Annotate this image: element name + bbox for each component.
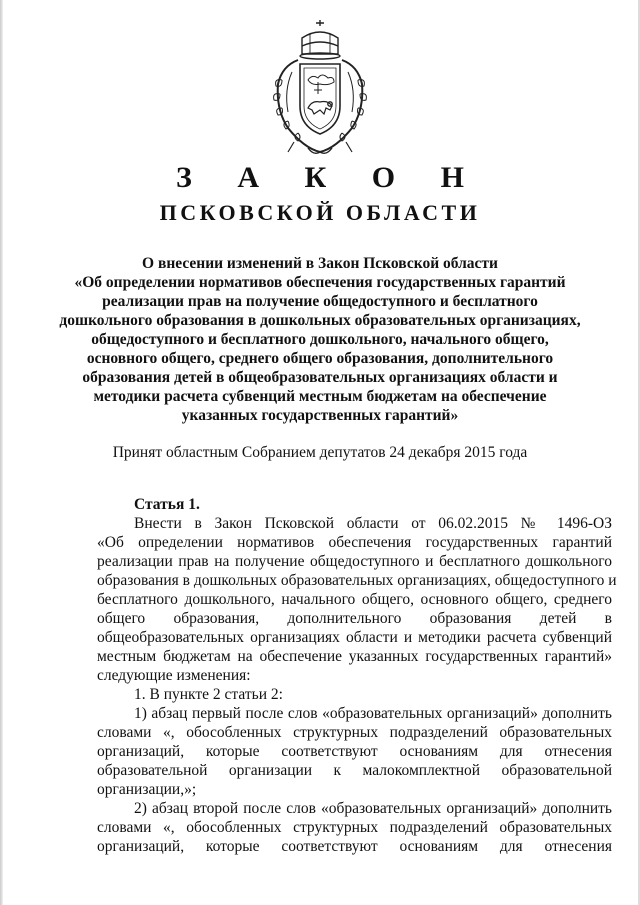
law-title-line: указанных государственных гарантий» bbox=[181, 407, 459, 424]
document-region: ПСКОВСКОЙ ОБЛАСТИ bbox=[159, 200, 481, 225]
article-heading: Статья 1. bbox=[134, 496, 200, 513]
article-text-line: следующие изменения: bbox=[97, 667, 251, 684]
article-text-line: 1. В пункте 2 статьи 2: bbox=[134, 686, 283, 703]
article-text-line: местным бюджетам на обеспечение указанных государственных гарантий» bbox=[97, 648, 612, 665]
law-title-line: «Об определении нормативов обеспечения государственных гарантий bbox=[74, 274, 566, 291]
article-text-line: общего образования, дополнительного образования детей в bbox=[97, 610, 612, 627]
adoption-note: Принят областным Собранием депутатов 24 декабря 2015 года bbox=[112, 444, 528, 461]
article-text-line: 2) абзац второй после слов «образовательных организаций» дополнить bbox=[134, 800, 612, 817]
document-title: З А К О Н bbox=[176, 161, 483, 194]
article-text-line: бесплатного дошкольного, начального общего, основного общего, среднего bbox=[97, 591, 612, 608]
coat-of-arms-emblem bbox=[258, 20, 382, 162]
law-title-line: методики расчета субвенций местным бюджетам на обеспечение bbox=[93, 388, 547, 405]
law-title-line: образования детей в общеобразовательных организациях области и bbox=[82, 369, 558, 386]
article-text-line: 1) абзац первый после слов «образовательных организаций» дополнить bbox=[134, 705, 612, 722]
article-text-line: Внести в Закон Псковской области от 06.02.2015 № 1496-ОЗ bbox=[134, 515, 612, 532]
article-text-line: общеобразовательных организациях области и методики расчета субвенций bbox=[97, 629, 612, 646]
law-title-line: дошкольного образования в дошкольных образовательных организациях, bbox=[59, 312, 581, 329]
article-text-line: словами «, обособленных структурных подразделений образовательных bbox=[97, 819, 612, 836]
article-text-line: образовательной организации к малокомплектной образовательной bbox=[97, 762, 612, 779]
article-text-line: словами «, обособленных структурных подразделений образовательных bbox=[97, 724, 612, 741]
article-text-line: реализации прав на получение общедоступного и бесплатного дошкольного bbox=[97, 553, 612, 570]
article-text-line: «Об определении нормативов обеспечения государственных гарантий bbox=[97, 534, 612, 551]
article-text-line: организаций, которые соответствуют основаниям для отнесения bbox=[97, 743, 612, 760]
law-title-line: реализации прав на получение общедоступного и бесплатного bbox=[102, 293, 538, 310]
law-title-line: основного общего, среднего общего образования, дополнительного bbox=[86, 350, 554, 367]
article-text-line: организации,»; bbox=[97, 781, 197, 798]
law-title-line: О внесении изменений в Закон Псковской области bbox=[142, 255, 498, 272]
law-title-line: общедоступного и бесплатного дошкольного, начального общего, bbox=[91, 331, 549, 348]
article-text-line: образования в дошкольных образовательных организациях, общедоступного и bbox=[97, 572, 617, 589]
article-text-line: организаций, которые соответствуют основаниям для отнесения bbox=[97, 838, 612, 855]
